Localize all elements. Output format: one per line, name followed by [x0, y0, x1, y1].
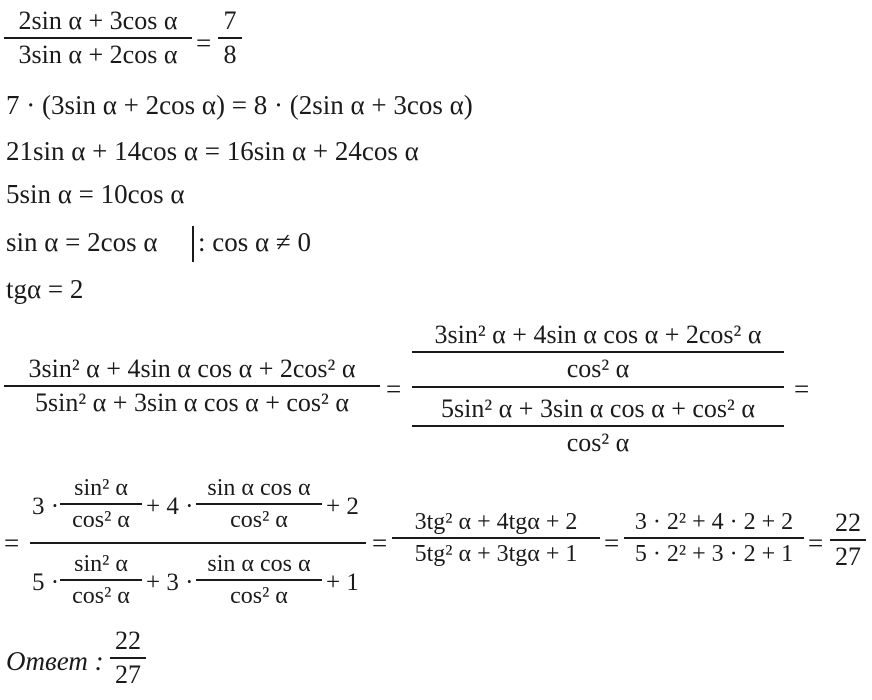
big-numerator-fraction	[412, 322, 784, 382]
res-num: 22	[835, 508, 861, 537]
fraction-bar	[218, 37, 242, 39]
t1-den: cos² α	[72, 507, 130, 533]
rhs-denominator: 8	[223, 40, 237, 69]
t1-plus: + 4 ·	[146, 493, 194, 520]
t1-coef: 3 ·	[32, 493, 60, 520]
equals-sign: =	[196, 28, 212, 58]
answer-den: 27	[115, 660, 141, 689]
tg-fraction	[392, 510, 600, 566]
compound-fraction-bar	[30, 542, 366, 544]
big-den-num: 5sin² α + 3sin α cos α + cos² α	[441, 394, 755, 423]
b1-den: cos² α	[72, 583, 130, 609]
equals-sign: =	[386, 374, 402, 404]
b1-plus: + 3 ·	[146, 569, 194, 596]
big-num-den: cos² α	[566, 354, 630, 383]
t2-fraction	[196, 476, 322, 532]
divide-bar	[192, 226, 194, 262]
b1-coef: 5 ·	[32, 569, 60, 596]
fraction-bar	[196, 579, 322, 581]
equation-line-5: sin α = 2cos α	[6, 227, 158, 257]
answer-num: 22	[115, 626, 141, 655]
t2-tail: + 2	[326, 493, 359, 520]
left-numerator: 3sin² α + 4sin α cos α + 2cos² α	[28, 354, 356, 383]
leading-equals: =	[4, 528, 20, 558]
equation-line-6: tgα = 2	[6, 274, 84, 304]
big-denominator-fraction	[412, 396, 784, 456]
left-denominator: 5sin² α + 3sin α cos α + cos² α	[35, 388, 349, 417]
t1-fraction	[60, 476, 142, 532]
big-den-den: cos² α	[566, 428, 630, 457]
big-num-num: 3sin² α + 4sin α cos α + 2cos² α	[434, 320, 762, 349]
fraction-bar	[196, 503, 322, 505]
equation-line-3: 21sin α + 14cos α = 16sin α + 24cos α	[6, 136, 419, 166]
fraction-bar	[4, 385, 380, 387]
b2-den: cos² α	[230, 583, 288, 609]
t1-num: sin² α	[74, 475, 128, 501]
l1-denominator: 3sin α + 2cos α	[18, 40, 178, 69]
fraction-bar	[830, 539, 866, 541]
tg-num: 3tg² α + 4tgα + 2	[414, 509, 578, 535]
equals-sign: =	[372, 528, 388, 558]
main-fraction-bar	[412, 386, 784, 388]
l1-numerator: 2sin α + 3cos α	[18, 6, 178, 35]
b2-fraction	[196, 552, 322, 608]
b2-tail: + 1	[326, 569, 359, 596]
val-num: 3 · 2² + 4 · 2 + 2	[634, 509, 794, 535]
fraction-bar	[4, 37, 192, 39]
equals-sign: =	[604, 528, 620, 558]
fraction-bar	[60, 503, 142, 505]
equation-line-4: 5sin α = 10cos α	[6, 179, 185, 209]
fraction-bar	[412, 425, 784, 427]
numeric-fraction	[624, 510, 804, 566]
t2-den: cos² α	[230, 507, 288, 533]
fraction-bar	[60, 579, 142, 581]
fraction-bar	[392, 537, 600, 539]
fraction-bar	[110, 657, 146, 659]
equation-line-2: 7 · (3sin α + 2cos α) = 8 · (2sin α + 3cos α)	[6, 90, 473, 120]
rhs-numerator: 7	[223, 6, 237, 35]
tg-den: 5tg² α + 3tgα + 1	[414, 541, 578, 567]
equals-sign: =	[808, 528, 824, 558]
fraction-l1	[4, 8, 192, 68]
b1-fraction	[60, 552, 142, 608]
b2-num: sin α cos α	[207, 551, 311, 577]
b1-num: sin² α	[74, 551, 128, 577]
fraction-7-8	[218, 8, 242, 68]
result-fraction	[830, 510, 866, 570]
val-den: 5 · 2² + 3 · 2 + 1	[634, 541, 794, 567]
equals-sign: =	[794, 374, 810, 404]
equation-line-5-condition: : cos α ≠ 0	[198, 227, 311, 257]
answer-label: Ответ :	[6, 646, 104, 676]
fraction-left	[4, 356, 380, 416]
fraction-bar	[412, 351, 784, 353]
answer-fraction	[110, 628, 146, 688]
res-den: 27	[835, 542, 861, 571]
fraction-bar	[624, 537, 804, 539]
t2-num: sin α cos α	[207, 475, 311, 501]
